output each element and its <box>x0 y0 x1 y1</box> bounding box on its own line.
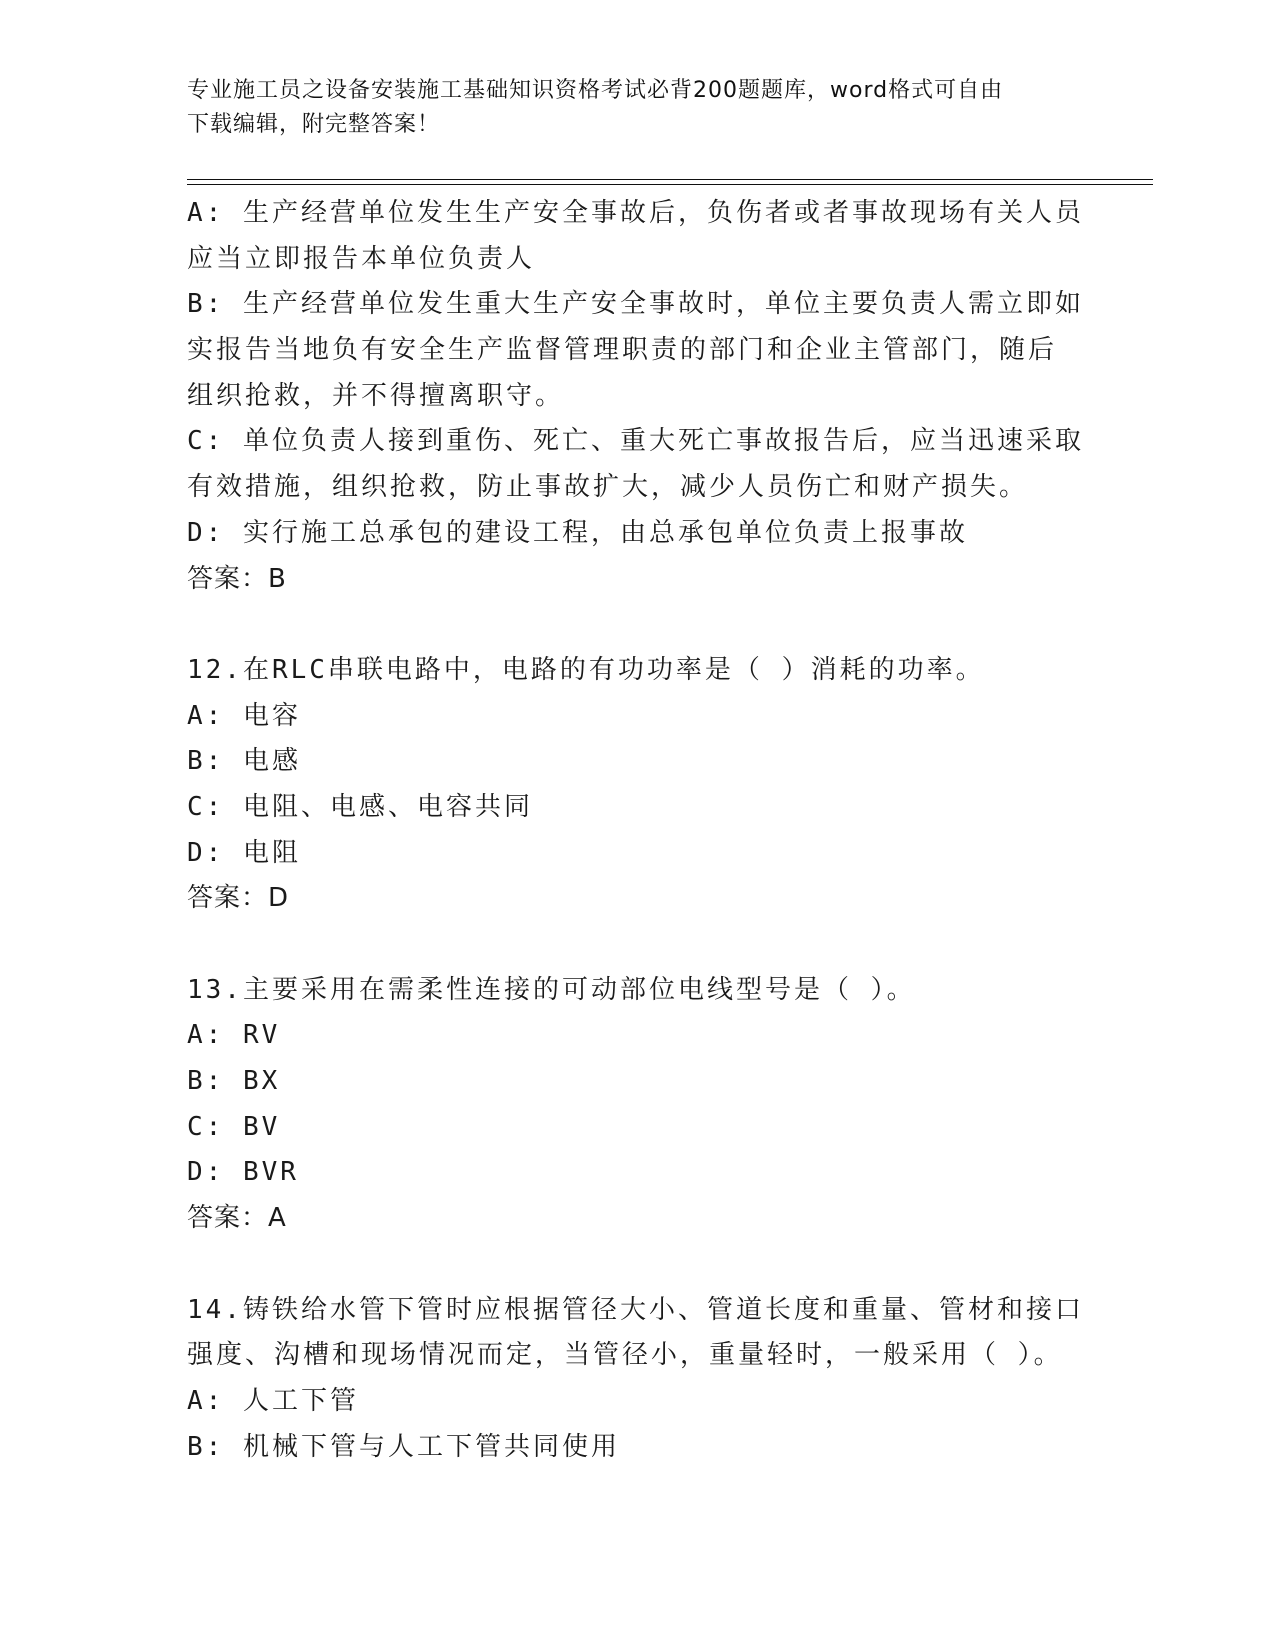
answer-label: 答案：D <box>187 883 290 914</box>
spacer <box>187 602 1087 648</box>
answer-label: 答案：A <box>187 1203 287 1234</box>
question-13 <box>187 968 1087 1242</box>
option-b-line-1: B: 生产经营单位发生重大生产安全事故时，单位主要负责人需立即如 <box>187 289 1084 320</box>
question-text-line-2: 强度、沟槽和现场情况而定，当管径小，重量轻时，一般采用（ ）。 <box>187 1340 1063 1371</box>
option-b-line-2: 实报告当地负有安全生产监督管理职责的部门和企业主管部门，随后 <box>187 335 1058 366</box>
document-header <box>187 74 1067 142</box>
spacer <box>187 1242 1087 1288</box>
option-c-line-2: 有效措施，组织抢救，防止事故扩大，减少人员伤亡和财产损失。 <box>187 472 1029 503</box>
question-14 <box>187 1288 1087 1471</box>
option-a-line-2: 应当立即报告本单位负责人 <box>187 243 536 274</box>
option-a: A: RV <box>187 1020 281 1051</box>
header-line-1: 专业施工员之设备安装施工基础知识资格考试必背200题题库，word格式可自由 <box>187 78 1004 103</box>
option-b: B: 机械下管与人工下管共同使用 <box>187 1431 620 1462</box>
option-b: B: 电感 <box>187 746 301 777</box>
option-d: D: BVR <box>187 1157 299 1188</box>
header-rule-top <box>187 179 1153 180</box>
option-c: C: BV <box>187 1111 281 1142</box>
question-text-line-1: 14.铸铁给水管下管时应根据管径大小、管道长度和重量、管材和接口 <box>187 1294 1084 1325</box>
question-text: 13.主要采用在需柔性连接的可动部位电线型号是（ ）。 <box>187 974 916 1005</box>
option-c-line-1: C: 单位负责人接到重伤、死亡、重大死亡事故报告后，应当迅速采取 <box>187 426 1084 457</box>
header-line-2: 下载编辑，附完整答案！ <box>187 112 441 137</box>
question-text: 12.在RLC串联电路中，电路的有功功率是（ ）消耗的功率。 <box>187 654 985 685</box>
option-d-line-1: D: 实行施工总承包的建设工程，由总承包单位负责上报事故 <box>187 517 968 548</box>
option-b-line-3: 组织抢救，并不得擅离职守。 <box>187 380 565 411</box>
spacer <box>187 922 1087 968</box>
option-d: D: 电阻 <box>187 837 301 868</box>
option-a-line-1: A: 生产经营单位发生生产安全事故后，负伤者或者事故现场有关人员 <box>187 198 1084 228</box>
question-12 <box>187 648 1087 922</box>
question-11 <box>187 191 1087 602</box>
header-rule-bottom <box>187 184 1153 185</box>
option-c: C: 电阻、电感、电容共同 <box>187 791 533 822</box>
question-list <box>187 191 1087 1470</box>
option-b: B: BX <box>187 1066 281 1097</box>
answer-label: 答案：B <box>187 563 287 594</box>
option-a: A: 人工下管 <box>187 1385 359 1416</box>
option-a: A: 电容 <box>187 700 301 731</box>
